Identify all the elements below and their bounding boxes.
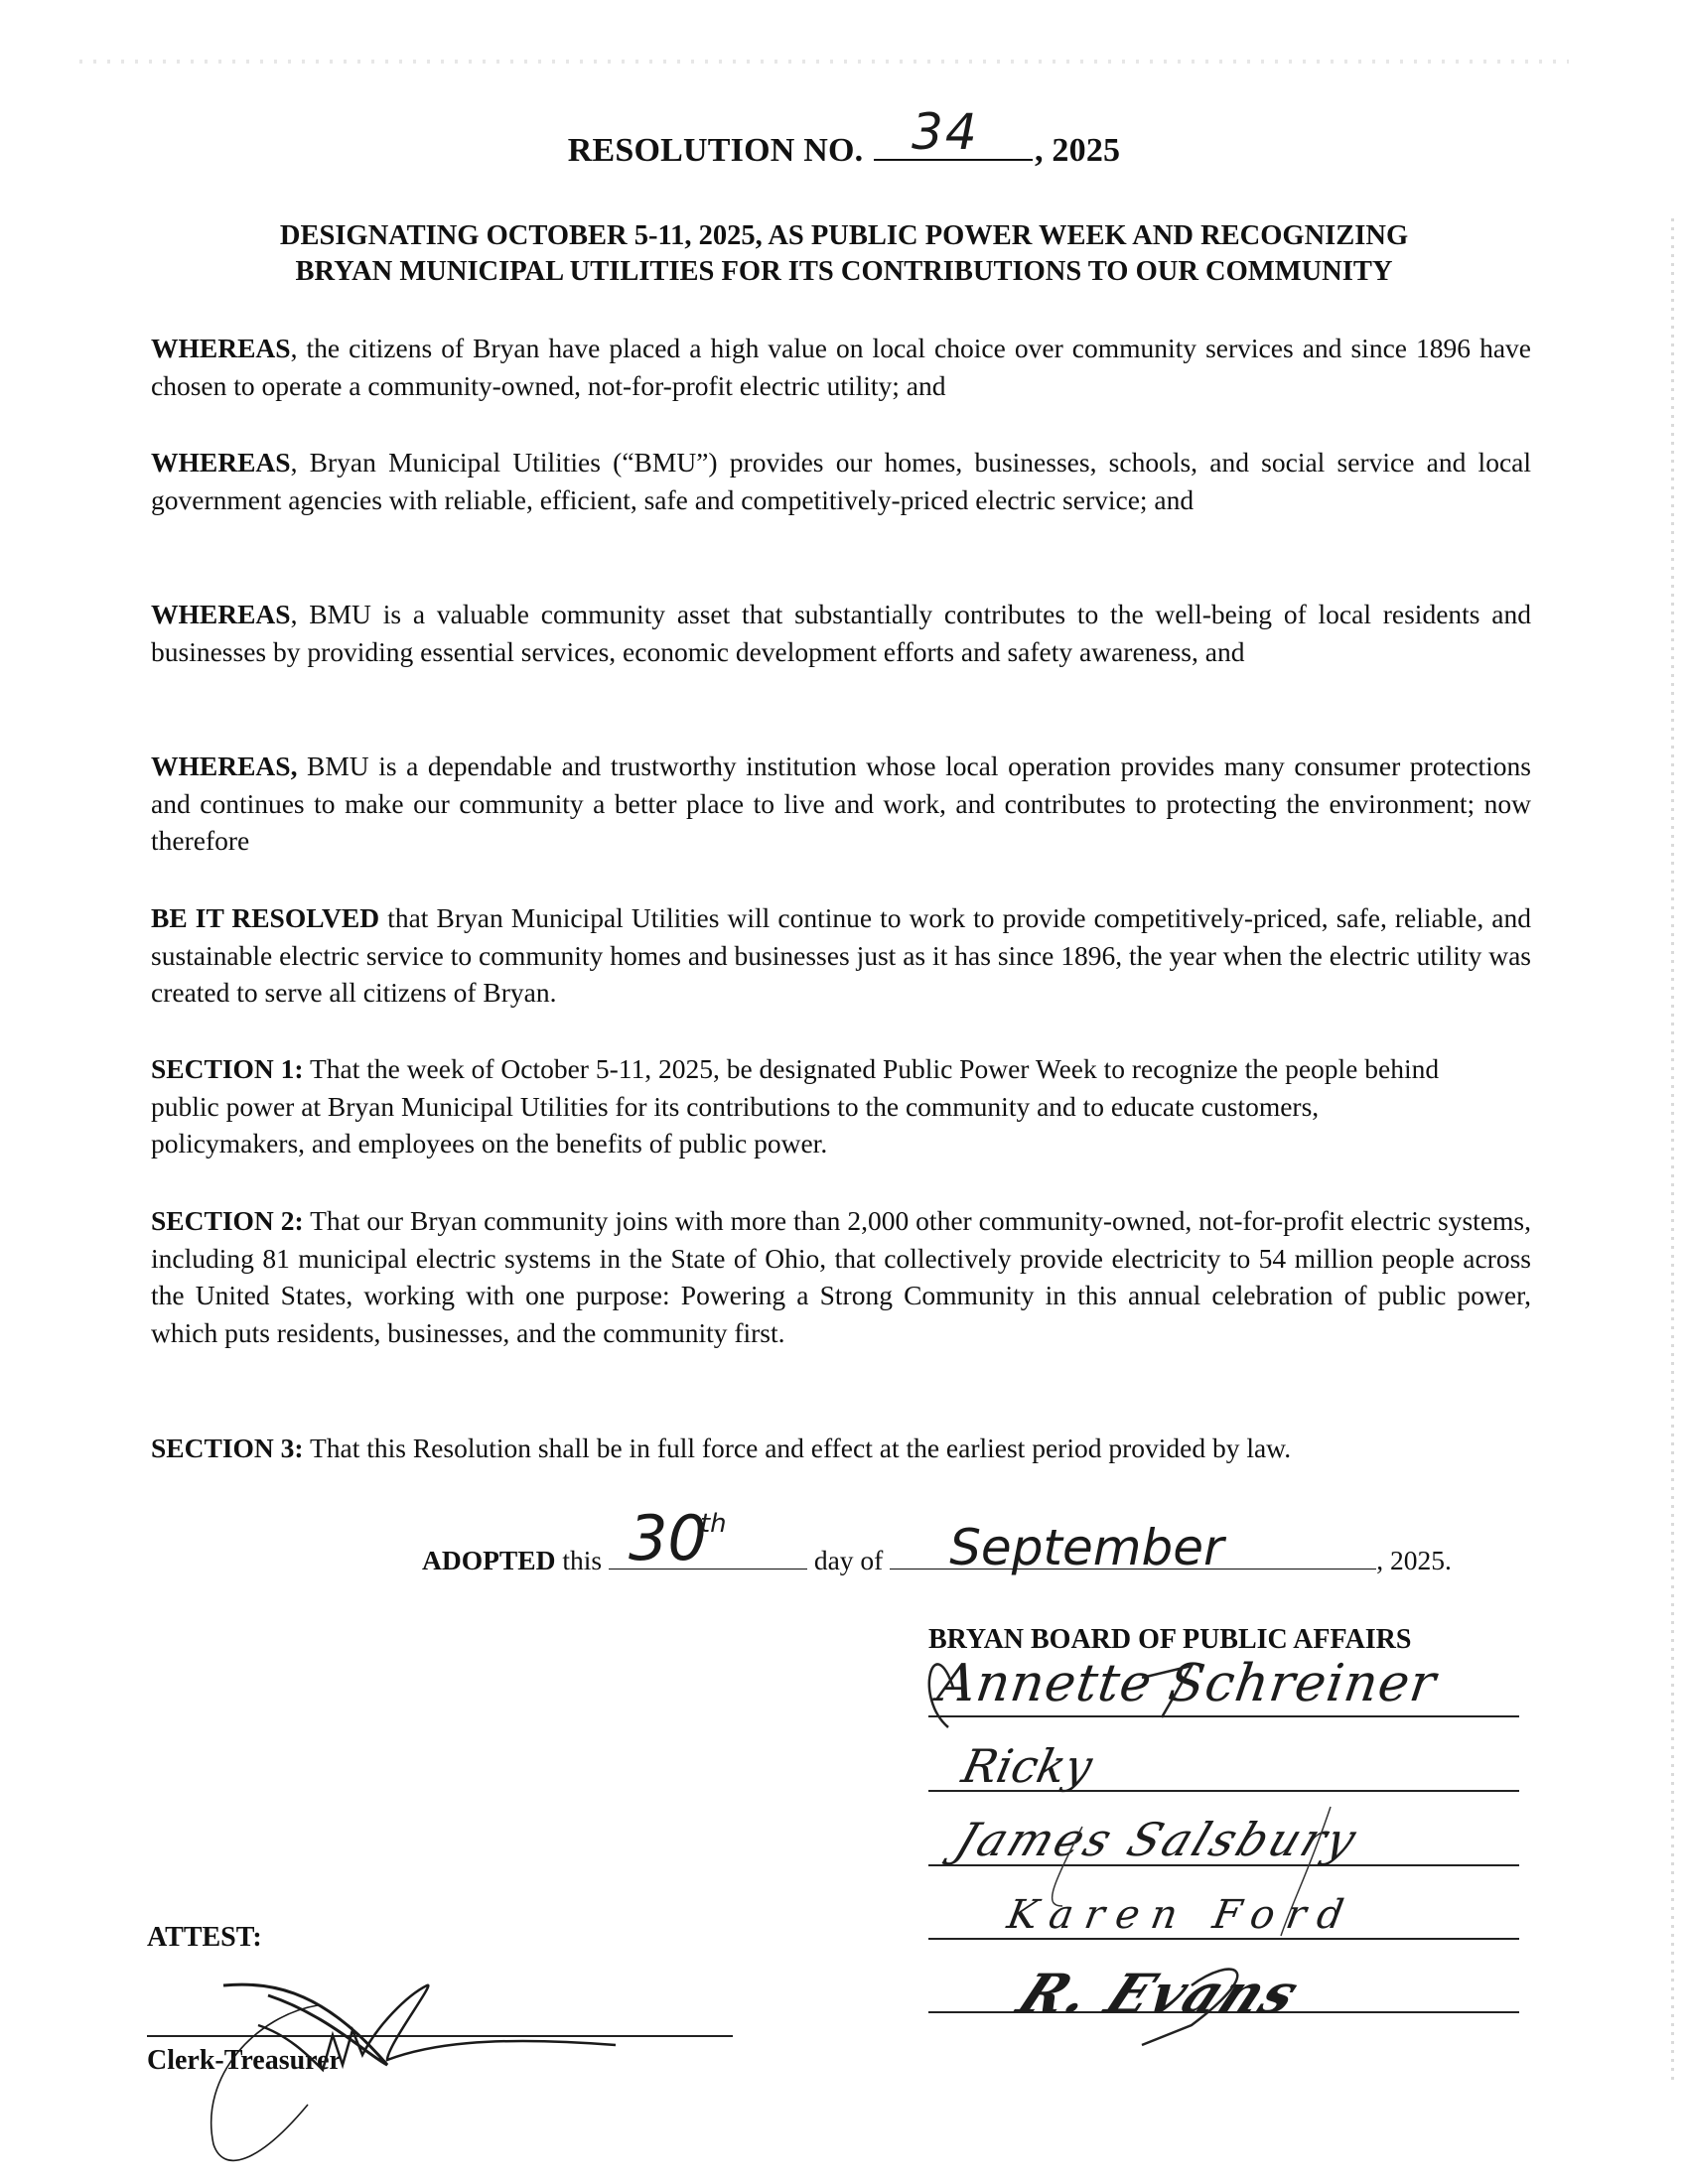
whereas-paragraph-4 — [151, 748, 1531, 860]
signature-stroke — [1281, 1807, 1331, 1936]
adoption-year: , 2025. — [1376, 1545, 1452, 1575]
paragraph-lead: BE IT RESOLVED — [151, 902, 380, 933]
signature-stroke — [258, 1985, 616, 2070]
paragraph-text: , Bryan Municipal Utilities (“BMU”) provides our homes, businesses, schools, and social service and local government agencies with reliable, efficient, safe and competitively-priced electric service; and — [151, 447, 1531, 515]
adoption-day-suffix-handwritten: th — [699, 1509, 727, 1539]
day-of-label: day of — [806, 1545, 891, 1575]
paragraph-text: That the week of October 5-11, 2025, be designated Public Power Week to recognize the people behind public power at Bryan Municipal Utilities for its contributions to the community and to educate customers, policymakers, and employees on the benefits of public power. — [151, 1053, 1440, 1159]
board-signature-5: R. Evans — [1008, 1962, 1312, 2025]
signature-stroke — [1142, 1970, 1237, 2045]
signature-stroke — [1053, 1827, 1082, 1906]
this-label: this — [555, 1545, 609, 1575]
adoption-day-handwritten: 30 — [628, 1502, 707, 1574]
signature-stroke — [1142, 1666, 1192, 1717]
whereas-paragraph-2 — [151, 444, 1531, 518]
board-signature-strokes — [894, 1608, 1549, 2085]
board-signature-3: James Salsbury — [948, 1813, 1367, 1866]
subtitle-line-2: BRYAN MUNICIPAL UTILITIES FOR ITS CONTRIBUTIONS TO OUR COMMUNITY — [295, 256, 1393, 287]
scan-artifact-top — [79, 60, 1569, 64]
subtitle-line-1: DESIGNATING OCTOBER 5-11, 2025, AS PUBLIC POWER WEEK AND RECOGNIZING — [279, 220, 1409, 251]
resolution-number-field — [874, 103, 1033, 161]
scan-artifact-right — [1671, 218, 1674, 2085]
be-it-resolved-paragraph — [151, 899, 1531, 1012]
board-signature-1: Annette Schreiner — [933, 1654, 1441, 1713]
title-suffix: , 2025 — [1035, 132, 1121, 169]
whereas-paragraph-1 — [151, 330, 1531, 404]
adoption-day-field — [609, 1502, 807, 1574]
paragraph-lead: WHEREAS — [151, 447, 291, 478]
section-2-paragraph — [151, 1202, 1531, 1351]
paragraph-text: BMU is a dependable and trustworthy institution whose local operation provides many consumer protections and continues to make our community a better place to live and work, and contributes to protecting the environment; now therefore — [151, 751, 1531, 856]
title-prefix: RESOLUTION NO. — [567, 132, 864, 169]
paragraph-text: that Bryan Municipal Utilities will continue to work to provide competitively-priced, safe, reliable, and sustainable electric service to community homes and businesses just as it has since 1896, the year when the electric utility was created to serve all citizens of Bryan. — [151, 902, 1531, 1008]
paragraph-lead: SECTION 2: — [151, 1205, 304, 1236]
clerk-signature — [129, 1886, 774, 2184]
board-heading: BRYAN BOARD OF PUBLIC AFFAIRS — [928, 1624, 1412, 1655]
signature-stroke — [211, 2005, 318, 2160]
signature-stroke — [929, 1664, 953, 1727]
paragraph-lead: WHEREAS — [151, 599, 291, 629]
whereas-paragraph-3 — [151, 596, 1531, 670]
section-3-paragraph — [151, 1430, 1531, 1467]
paragraph-text: , BMU is a valuable community asset that substantially contributes to the well-being of local residents and businesses by providing essential services, economic development efforts and safety awareness, and — [151, 599, 1531, 667]
attest-label: ATTEST: — [147, 1922, 262, 1953]
paragraph-text: That this Resolution shall be in full force and effect at the earliest period provided by law. — [303, 1433, 1292, 1463]
paragraph-text: That our Bryan community joins with more than 2,000 other community-owned, not-for-profit electric systems, including 81 municipal electric systems in the State of Ohio, that collectively provide electricity to 54 million people across the United States, working with one purpose: Powering a Strong Community in this annual celebration of public power, which puts residents, businesses, and the community first. — [151, 1205, 1531, 1348]
adopted-label: ADOPTED — [422, 1545, 556, 1575]
resolution-title — [0, 103, 1688, 170]
paragraph-lead: WHEREAS — [151, 333, 291, 363]
board-signature-2: Ricky — [957, 1739, 1097, 1793]
section-1-paragraph — [151, 1050, 1462, 1162]
adoption-line — [422, 1502, 1534, 1576]
paragraph-lead: SECTION 3: — [151, 1433, 304, 1463]
clerk-treasurer-label: Clerk-Treasurer — [147, 2045, 342, 2076]
adoption-month-field — [890, 1519, 1376, 1576]
board-signature-4: Karen Ford — [1003, 1892, 1359, 1938]
resolution-number-handwritten: 34 — [912, 103, 979, 161]
paragraph-lead: SECTION 1: — [151, 1053, 304, 1084]
resolution-subtitle — [0, 218, 1688, 290]
adoption-month-handwritten: September — [949, 1519, 1224, 1576]
paragraph-lead: WHEREAS, — [151, 751, 298, 781]
paragraph-text: , the citizens of Bryan have placed a high value on local choice over community services and since 1896 have chosen to operate a community-owned, not-for-profit electric utility; and — [151, 333, 1531, 401]
